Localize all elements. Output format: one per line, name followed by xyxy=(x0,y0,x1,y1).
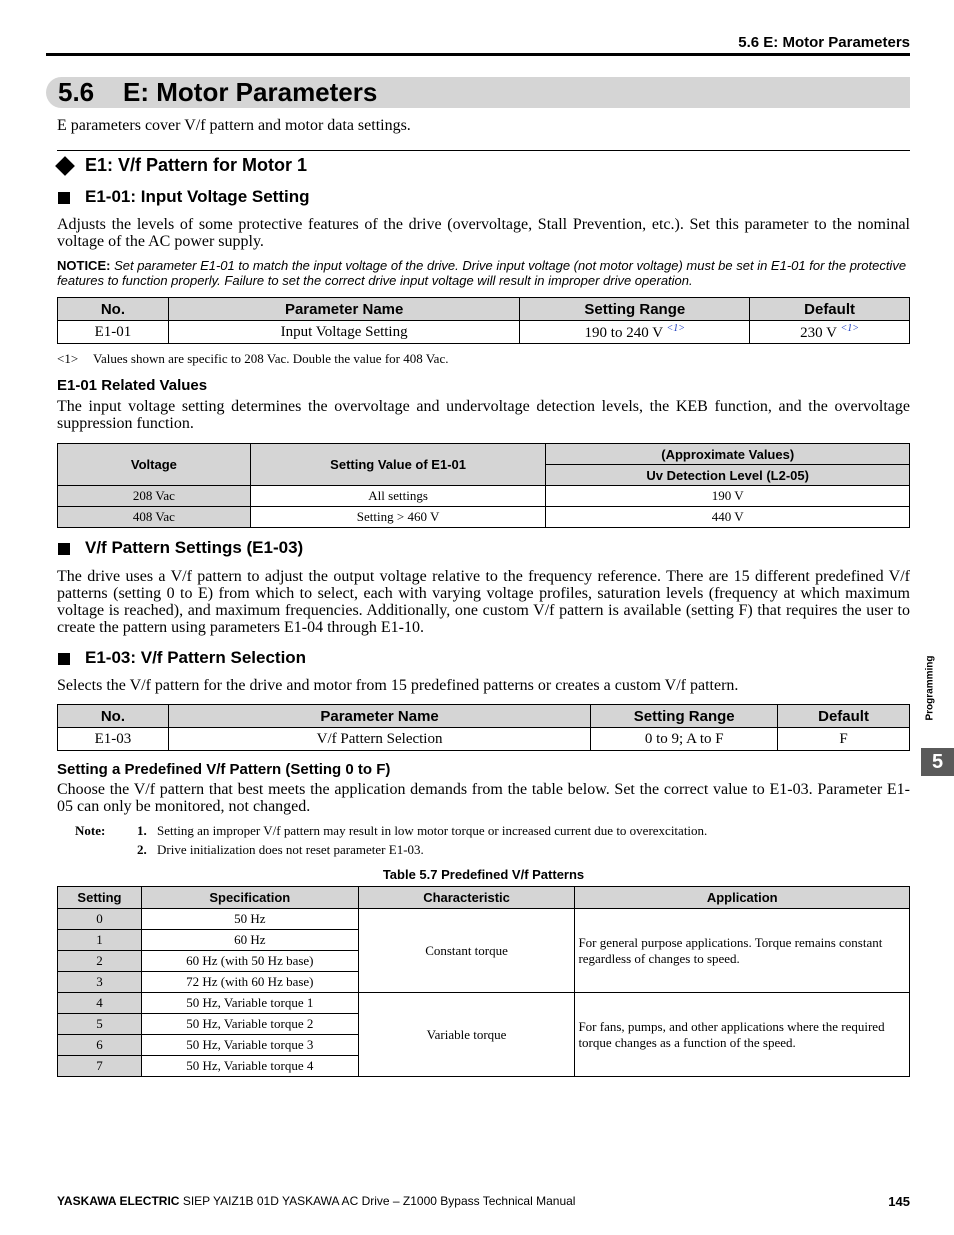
cell-setting: 0 xyxy=(58,909,142,930)
cell-setting-value: Setting > 460 V xyxy=(250,507,546,528)
footnote-ref-link[interactable]: <1> xyxy=(666,322,686,334)
col-characteristic: Characteristic xyxy=(358,887,575,909)
setting-range-value: 190 to 240 V xyxy=(584,324,663,341)
cell-specification: 60 Hz (with 50 Hz base) xyxy=(141,951,358,972)
cell-setting-range xyxy=(520,321,750,344)
cell-setting: 7 xyxy=(58,1056,142,1077)
section-rule xyxy=(57,150,910,151)
col-default: Default xyxy=(778,705,910,728)
section-title: 5.6 E: Motor Parameters xyxy=(58,77,378,107)
cell-application: For general purpose applications. Torque remains constant regardless of changes to speed. xyxy=(575,909,910,993)
cell-uv-level: 440 V xyxy=(546,507,910,528)
cell-default xyxy=(750,321,910,344)
note-text: Setting an improper V/f pattern may result in low motor torque or increased current due to overexcitation. xyxy=(157,823,708,838)
predefined-description: Choose the V/f pattern that best meets the application demands from the table below. Set the correct value to E1-03. Parameter E1-05 can only be monitored, not changed. xyxy=(57,781,910,815)
cell-setting-range: 0 to 9; A to F xyxy=(591,728,778,751)
square-bullet-icon xyxy=(58,653,70,665)
cell-uv-level: 190 V xyxy=(546,486,910,507)
e101-heading: E1-01: Input Voltage Setting xyxy=(85,187,310,206)
cell-characteristic: Constant torque xyxy=(358,909,575,993)
square-bullet-icon xyxy=(58,192,70,204)
cell-setting: 2 xyxy=(58,951,142,972)
cell-setting: 4 xyxy=(58,993,142,1014)
cell-setting-value: All settings xyxy=(250,486,546,507)
footer-doc-title: SIEP YAIZ1B 01D YASKAWA AC Drive – Z1000 Bypass Technical Manual xyxy=(182,1194,576,1208)
section-intro: E parameters cover V/f pattern and motor data settings. xyxy=(57,117,411,134)
notice-label: NOTICE: xyxy=(57,258,111,273)
page-number: 145 xyxy=(888,1194,910,1209)
col-specification: Specification xyxy=(141,887,358,909)
footnote-text: Values shown are specific to 208 Vac. Double the value for 408 Vac. xyxy=(93,351,449,366)
cell-setting: 5 xyxy=(58,1014,142,1035)
e103-heading: E1-03: V/f Pattern Selection xyxy=(85,648,307,667)
col-no: No. xyxy=(58,705,169,728)
cell-setting: 1 xyxy=(58,930,142,951)
header-rule xyxy=(46,53,910,56)
col-setting-value: Setting Value of E1-01 xyxy=(250,444,546,486)
chapter-tab: 5 xyxy=(921,748,954,776)
cell-setting: 6 xyxy=(58,1035,142,1056)
cell-specification: 60 Hz xyxy=(141,930,358,951)
col-uv-detection: Uv Detection Level (L2-05) xyxy=(546,465,910,486)
running-header: 5.6 E: Motor Parameters xyxy=(738,34,910,51)
col-application: Application xyxy=(575,887,910,909)
note-number: 1. xyxy=(137,823,147,838)
col-parameter-name: Parameter Name xyxy=(168,298,520,321)
col-parameter-name: Parameter Name xyxy=(168,705,590,728)
cell-setting: 3 xyxy=(58,972,142,993)
col-setting-range: Setting Range xyxy=(591,705,778,728)
cell-specification: 50 Hz, Variable torque 3 xyxy=(141,1035,358,1056)
cell-specification: 50 Hz, Variable torque 4 xyxy=(141,1056,358,1077)
e1-heading: E1: V/f Pattern for Motor 1 xyxy=(85,155,308,175)
predefined-heading: Setting a Predefined V/f Pattern (Setting 0 to F) xyxy=(57,761,391,778)
e101-parameter-table xyxy=(57,297,910,344)
cell-specification: 72 Hz (with 60 Hz base) xyxy=(141,972,358,993)
predefined-patterns-table xyxy=(57,886,910,1077)
col-approx-values: (Approximate Values) xyxy=(546,444,910,465)
chapter-side-label: Programming xyxy=(924,655,936,721)
cell-characteristic: Variable torque xyxy=(358,993,575,1077)
diamond-bullet-icon xyxy=(55,156,75,176)
e101-notice xyxy=(57,258,910,288)
footnote-marker: <1> xyxy=(57,351,79,366)
cell-specification: 50 Hz, Variable torque 2 xyxy=(141,1014,358,1035)
note-text: Drive initialization does not reset parameter E1-03. xyxy=(157,842,424,857)
col-default: Default xyxy=(750,298,910,321)
note-number: 2. xyxy=(137,842,147,857)
related-values-table xyxy=(57,443,910,528)
square-bullet-icon xyxy=(58,543,70,555)
cell-parameter-name: V/f Pattern Selection xyxy=(168,728,590,751)
related-values-heading: E1-01 Related Values xyxy=(57,377,208,394)
cell-no: E1-01 xyxy=(58,321,169,344)
cell-voltage: 208 Vac xyxy=(58,486,251,507)
footer-brand: YASKAWA ELECTRIC xyxy=(57,1194,180,1208)
e103-parameter-table xyxy=(57,704,910,751)
cell-no: E1-03 xyxy=(58,728,169,751)
note-label: Note: xyxy=(75,823,106,838)
footer-doc-info xyxy=(57,1194,575,1208)
default-value: 230 V xyxy=(800,324,837,341)
cell-application: For fans, pumps, and other applications where the required torque changes as a function of the speed. xyxy=(575,993,910,1077)
e101-description: Adjusts the levels of some protective features of the drive (overvoltage, Stall Prevention, etc.). Set this parameter to the nominal voltage of the AC power supply. xyxy=(57,216,910,250)
related-values-description: The input voltage setting determines the overvoltage and undervoltage detection levels, the KEB function, and the overvoltage suppression function. xyxy=(57,398,910,432)
col-setting-range: Setting Range xyxy=(520,298,750,321)
cell-specification: 50 Hz xyxy=(141,909,358,930)
cell-specification: 50 Hz, Variable torque 1 xyxy=(141,993,358,1014)
cell-voltage: 408 Vac xyxy=(58,507,251,528)
table-caption: Table 5.7 Predefined V/f Patterns xyxy=(382,867,585,882)
col-no: No. xyxy=(58,298,169,321)
footnote-ref-link[interactable]: <1> xyxy=(840,322,859,334)
vf-settings-heading: V/f Pattern Settings (E1-03) xyxy=(85,538,304,557)
notice-text: Set parameter E1-01 to match the input voltage of the drive. Drive input voltage (not motor voltage) must be set in E1-01 for the protective features to function properly. Failure to set the correct drive input voltage will result in improper drive operation. xyxy=(57,258,907,288)
col-setting: Setting xyxy=(58,887,142,909)
cell-parameter-name: Input Voltage Setting xyxy=(168,321,520,344)
e103-description: Selects the V/f pattern for the drive and motor from 15 predefined patterns or creates a custom V/f pattern. xyxy=(57,677,739,694)
vf-settings-description: The drive uses a V/f pattern to adjust the output voltage relative to the frequency reference. There are 15 different predefined V/f patterns (setting 0 to E) from which to select, each with varying voltage profiles, saturation levels (frequency at which maximum voltage is reached), and maximum frequencies. Additionally, one custom V/f pattern is available (setting F) that requires the user to create the pattern using parameters E1-04 through E1-10. xyxy=(57,568,910,636)
cell-default: F xyxy=(778,728,910,751)
col-voltage: Voltage xyxy=(58,444,251,486)
